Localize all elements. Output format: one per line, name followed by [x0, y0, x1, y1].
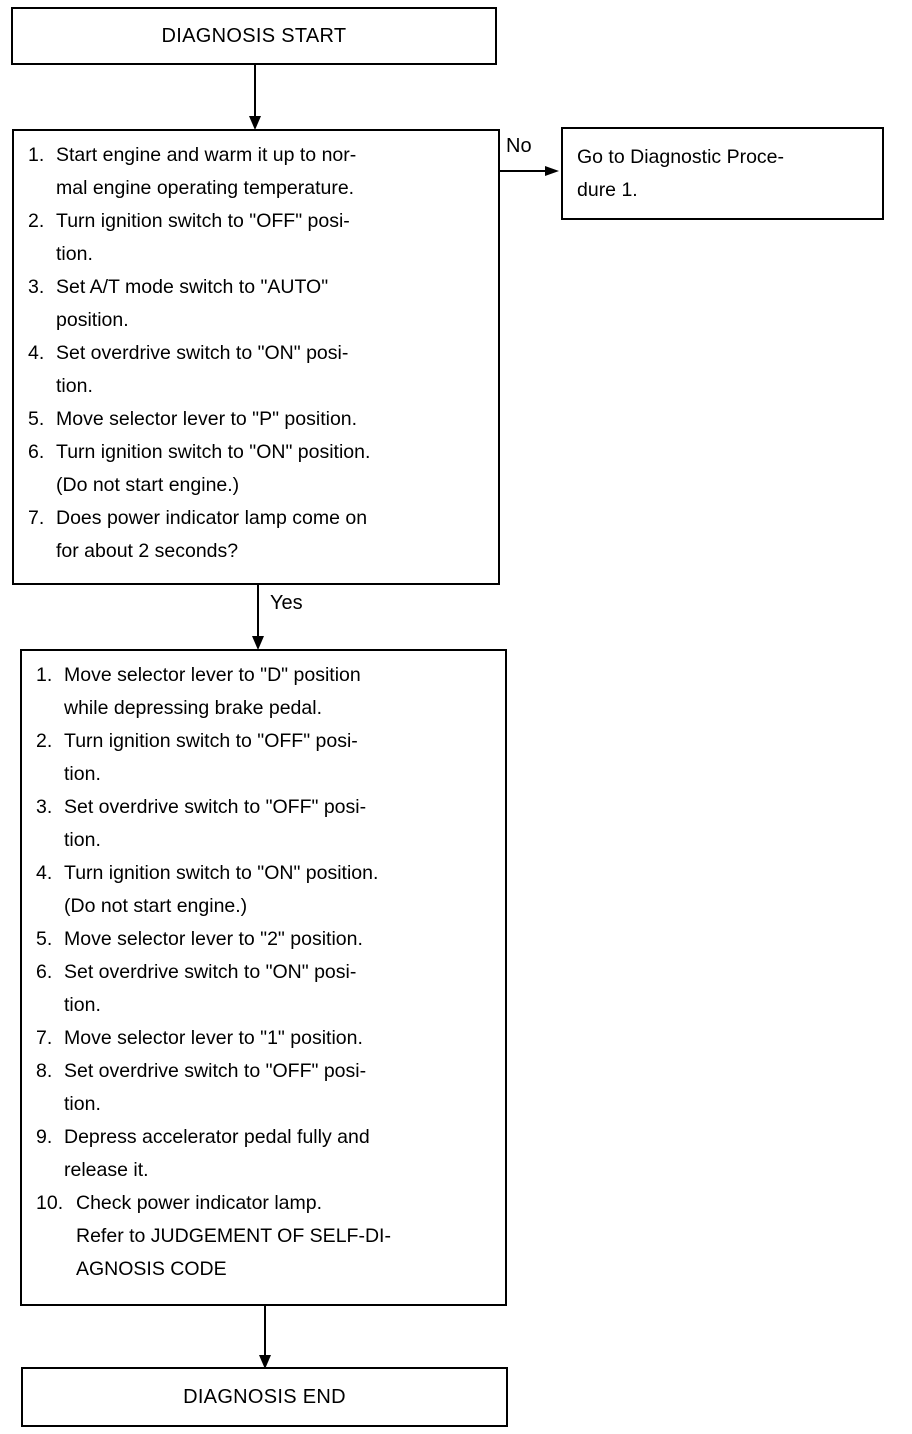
diagnosis-end-box: [21, 1367, 508, 1427]
step-number: 3.: [28, 276, 45, 298]
step-text-line: tion.: [64, 829, 101, 851]
step-text-line: while depressing brake pedal.: [64, 697, 322, 719]
step-text: [64, 791, 495, 857]
step-text-line: release it.: [64, 1159, 149, 1181]
step-item: [28, 139, 488, 205]
arrow-right-icon: [545, 166, 559, 176]
step-item: [36, 659, 495, 725]
step-number: 1.: [28, 144, 45, 166]
initial-check-box: [12, 129, 500, 585]
yes-branch-label: Yes: [270, 592, 303, 614]
step-item: [28, 403, 488, 436]
step-number: 6.: [36, 961, 53, 983]
diagnosis-end-label: DIAGNOSIS END: [183, 1385, 346, 1408]
step-text: [64, 725, 495, 791]
step-text-line: Turn ignition switch to "OFF" posi-: [64, 730, 358, 752]
diagnostic-procedure-1-box: [561, 127, 884, 220]
step-text-line: Turn ignition switch to "ON" position.: [56, 441, 371, 463]
step-text-line: Refer to JUDGEMENT OF SELF-DI-: [76, 1225, 391, 1247]
diagnosis-start-box: [11, 7, 497, 65]
connector-procedure-to-end: [264, 1306, 266, 1356]
step-number: 9.: [36, 1126, 53, 1148]
step-number: 5.: [28, 408, 45, 430]
no-branch-label: No: [506, 135, 532, 157]
connector-yes-branch: [257, 585, 259, 637]
step-item: [36, 791, 495, 857]
step-text-line: tion.: [64, 1093, 101, 1115]
arrow-down-icon: [252, 636, 264, 650]
step-text-line: Set overdrive switch to "ON" posi-: [64, 961, 357, 983]
self-diagnosis-procedure-box: [20, 649, 507, 1306]
step-item: [36, 857, 495, 923]
step-number: 2.: [36, 730, 53, 752]
procedure-reference-line: dure 1.: [577, 179, 638, 201]
step-item: [36, 1055, 495, 1121]
step-text: [64, 659, 495, 725]
connector-no-branch: [500, 170, 546, 172]
step-number: 10.: [36, 1192, 64, 1214]
step-text: [76, 1187, 495, 1286]
step-text-line: Move selector lever to "P" position.: [56, 408, 358, 430]
step-text: [64, 857, 495, 923]
step-text-line: tion.: [64, 763, 101, 785]
step-number: 4.: [28, 342, 45, 364]
step-text: [56, 139, 488, 205]
step-number: 1.: [36, 664, 53, 686]
step-text: [64, 956, 495, 1022]
step-text-line: Start engine and warm it up to nor-: [56, 144, 357, 166]
step-item: [28, 205, 488, 271]
step-text-line: Turn ignition switch to "ON" position.: [64, 862, 379, 884]
step-text-line: for about 2 seconds?: [56, 540, 239, 562]
step-text-line: Does power indicator lamp come on: [56, 507, 368, 529]
step-number: 8.: [36, 1060, 53, 1082]
step-number: 7.: [36, 1027, 53, 1049]
step-item: [36, 923, 495, 956]
step-item: [28, 271, 488, 337]
step-item: [36, 1121, 495, 1187]
step-text-line: Move selector lever to "D" position: [64, 664, 361, 686]
step-text-line: mal engine operating temperature.: [56, 177, 355, 199]
step-text-line: Set overdrive switch to "OFF" posi-: [64, 796, 367, 818]
step-item: [28, 436, 488, 502]
step-text: [64, 1022, 495, 1055]
step-text-line: Move selector lever to "2" position.: [64, 928, 363, 950]
step-text-line: position.: [56, 309, 129, 331]
step-number: 4.: [36, 862, 53, 884]
step-number: 6.: [28, 441, 45, 463]
step-text-line: tion.: [56, 243, 93, 265]
step-text: [64, 1055, 495, 1121]
procedure-reference-line: Go to Diagnostic Proce-: [577, 146, 785, 168]
step-text-line: Set overdrive switch to "ON" posi-: [56, 342, 349, 364]
step-text: [64, 923, 495, 956]
step-text-line: tion.: [64, 994, 101, 1016]
step-text: [56, 502, 488, 568]
step-text-line: AGNOSIS CODE: [76, 1258, 227, 1280]
step-text: [56, 337, 488, 403]
step-number: 2.: [28, 210, 45, 232]
step-text-line: tion.: [56, 375, 93, 397]
step-text-line: Set A/T mode switch to "AUTO": [56, 276, 329, 298]
arrow-down-icon: [249, 116, 261, 130]
step-text-line: Set overdrive switch to "OFF" posi-: [64, 1060, 367, 1082]
step-text-line: (Do not start engine.): [56, 474, 240, 496]
connector-start-to-check: [254, 65, 256, 117]
step-item: [36, 1187, 495, 1286]
step-text-line: Move selector lever to "1" position.: [64, 1027, 363, 1049]
step-number: 3.: [36, 796, 53, 818]
step-text: [56, 271, 488, 337]
step-text-line: (Do not start engine.): [64, 895, 248, 917]
step-item: [36, 725, 495, 791]
step-item: [28, 502, 488, 568]
step-number: 5.: [36, 928, 53, 950]
step-text: [64, 1121, 495, 1187]
step-item: [36, 1022, 495, 1055]
step-text-line: Turn ignition switch to "OFF" posi-: [56, 210, 350, 232]
step-number: 7.: [28, 507, 45, 529]
step-text-line: Check power indicator lamp.: [76, 1192, 323, 1214]
diagnosis-start-label: DIAGNOSIS START: [161, 24, 347, 47]
step-text: [56, 403, 488, 436]
step-item: [36, 956, 495, 1022]
step-text: [56, 436, 488, 502]
step-text: [56, 205, 488, 271]
step-text-line: Depress accelerator pedal fully and: [64, 1126, 370, 1148]
step-item: [28, 337, 488, 403]
